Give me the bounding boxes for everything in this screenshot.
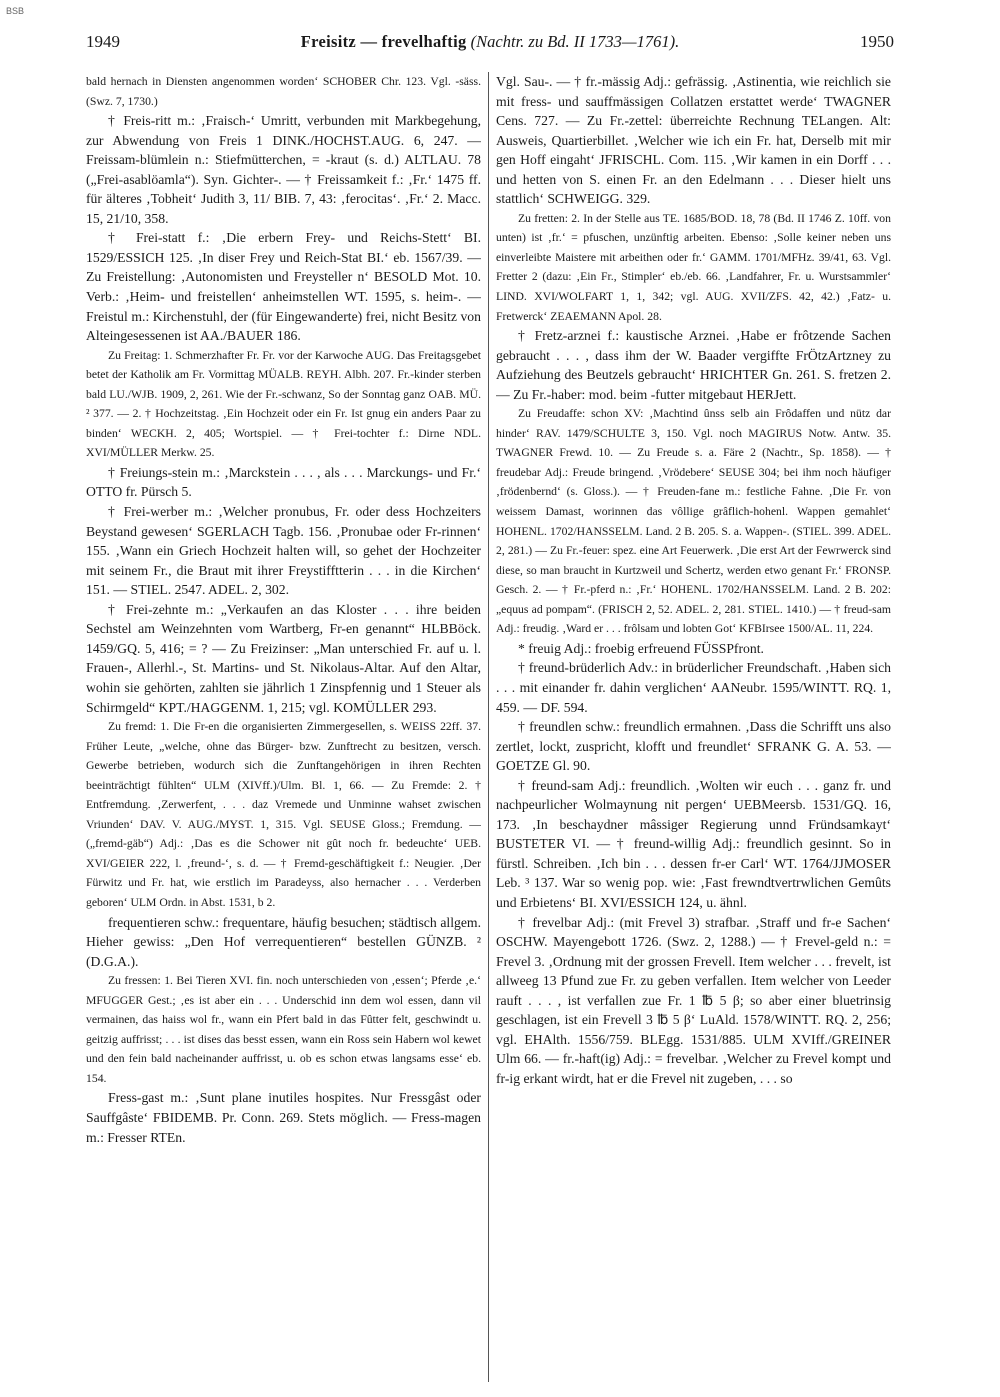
dictionary-entry: † Frei-statt f.: ‚Die erbern Frey- und Reichs-Stett‘ BI. 1529/ESSICH 125. ‚In diser Frey und Reich-Stat BI.‘ eb. 1567/39. — Zu Freistellung: ‚Autonomisten und Freysteller n‘ BESOLD Mot. 10. Verb.: ‚Heim- und freistellen‘ anheimstellen WT. 1595, s. heim-. — Freistul m.: Kirchenstuhl, der (für Eingewanderte) frei, nicht Besitz von Alteingesessenen ist AA./BAUER 186. [86,230,481,344]
dictionary-entry: Vgl. Sau-. — † fr.-mässig Adj.: gefrässig. ‚Astinentia, wie reichlich sie mit fress- und sauffmässigen Collatzen erstattet werde‘ TWAGNER Cens. 727. — Zu Fr.-zettel: überreichte Rechnung TELangen. Alt: Ausweis, Quartierbillet. ‚Welcher wie ich ein Fr. hat, Derselb mit mir gen Hoff eingaht‘ JFRISCHL. Com. 115. ‚Wir kamen in ein Dorff . . . und hetten von S. einen Fr. an den Edelmann . . . Dieser hielt uns stattlich‘ SCHWEIGG. 329. [496,74,891,207]
running-title-note: (Nachtr. zu Bd. II 1733—1761). [470,32,680,51]
right-column-entries [496,72,891,1088]
dictionary-entry: bald hernach in Diensten angenommen worden‘ SCHOBER Chr. 123. Vgl. -säss. (Swz. 7, 1730.) [86,75,481,108]
dictionary-entry: † Fretz-arznei f.: kaustische Arznei. ‚Habe er frôtzende Sachen gebraucht . . . , dass ihm der W. Baader vergiffte FrÖtzArtzney zu Aufziehung des Beutzels gebraucht‘ HRICHTER Gn. 261. S. fretzen 2. — Zu Fr.-haber: mod. beim -futter mitgebaut HERJett. [496,328,891,402]
dictionary-entry: frequentieren schw.: frequentare, häufig besuchen; städtisch allgem. Hieher gewiss: „Den Hof verrequentieren“ bestellen GÜNZB. ² (D.G.A.). [86,914,481,969]
dictionary-entry: Zu Freitag: 1. Schmerzhafter Fr. Fr. vor der Karwoche AUG. Das Freitagsgebet betet der Katholik am Fr. Vormittag MÜALB. REYH. Albh. 207. Fr.-kinder sterben bald LU./WJB. 1909, 2, 261. Wie der Fr.-schwanz, So der Sonntag ganz OAB. MÜ. ² 377. — 2. † Hochzeitstag. ‚Ein Hochzeit oder ein Fr. Ist gnug ein anders Paar zu binden‘ WECKH. 2, 405; Wortspiel. — † Frei-tochter f.: Dirne NDL. XVI/MÜLLER Merkw. 25. [86,348,481,460]
left-column [86,72,481,1382]
right-column [496,72,891,1382]
running-title-main: Freisitz — frevelhaftig [300,32,467,51]
page-header [86,30,894,56]
dictionary-entry: † freundlen schw.: freundlich ermahnen. ‚Dass die Schrifft uns also zertlet, lockt, zuspricht, klofft und freundlet‘ SFRANK G. A. 53. — GOETZE Gl. 90. [496,719,891,774]
dictionary-entry: † Frei-zehnte m.: „Verkaufen an das Kloster . . . ihre beiden Sechstel am Weinzehnten vom Wartberg, Fr-en genannt“ HLBBöck. 1459/GQ. 5, 416; = ? — Zu Freizinser: „Man unterschied Fr. auf u. l. Frauen-, Allerhl.-, St. Martins- und St. Nikolaus-Altar. Auf den Altar, wohin sie gehörten, zahlten sie jährlich 1 Zinspfennig und 1 Steuer als Schirmgeld“ KPT./HAGGENM. 1, 215; vgl. KOMÜLLER 293. [86,601,481,715]
dictionary-entry: Zu fremd: 1. Die Fr-en die organisierten Zimmergesellen, s. WEISS 22ff. 37. Früher Leute, „welche, ohne das Bürger- bzw. Zunftrecht zu besitzen, versch. Gewerbe betrieben, wodurch sich die Zunftangehörigen in ihren Rechten beeinträchtigt fühlten“ ULM (XIVff.)/Ulm. Bl. 1, 66. — Zu Fremde: 2. † Entfremdung. ‚Zerwerfent, . . . daz Vremede und Unminne wahset zwischen Vriunden‘ DAV. V. AUG./MYST. 1, 315. Vgl. SEUSE Gloss.; Fremdung. — („fremd-gäb“) Adj.: ‚Das es die Schower nit gût noch fr. bedeuchte‘ UEB. XVI/GEIER 222, l. ‚freund-‘, s. d. — † Fremd-geschäftigkeit f.: Neugier. ‚Der Fürwitz und Fr. hat, wie erstlich im Paradeyss, also hernacher . . . Verderben geboren‘ ULM Ordn. in Abst. 1531, b 2. [86,720,481,909]
dictionary-entry: Zu fretten: 2. In der Stelle aus TE. 1685/BOD. 18, 78 (Bd. II 1746 Z. 10ff. von unten) ist ‚fr.‘ = pfuschen, unzünftig arbeiten. Ebenso: ‚Solle keiner neben uns einverleibte Maistere mit arbeithen oder fr.‘ GAMM. 1701/MFHz. 39/41, 63. Vgl. Fretter 2 (dazu: ‚Ein Fr., Stimpler‘ eb./eb. 66. ‚Landfahrer, Fr. u. Wurstsammler‘ LIND. XVI/WOLFART 1, 1, 342; vgl. AUG. XVII/ZFS. 42, 42.) ‚Fatz- u. Fretwerck‘ ZEAEMANN Apol. 28. [496,211,891,323]
dictionary-entry: † Freiungs-stein m.: ‚Marckstein . . . , als . . . Marckungs- und Fr.‘ OTTO fr. Pürsch 5. [86,464,481,500]
running-title [86,32,894,52]
dictionary-entry: Fress-gast m.: ‚Sunt plane inutiles hospites. Nur Fressgâst oder Sauffgâste‘ FBIDEMB. Pr. Conn. 269. Stets möglich. — Fress-magen m.: Fresser RTEn. [86,1090,481,1145]
dictionary-entry: † Freis-ritt m.: ‚Fraisch-‘ Umritt, verbunden mit Markbegehung, zur Abwendung von Freis 1 DINK./HOCHST.AUG. 6, 247. — Freissam-blümlein n.: Stiefmütterchen, = -kraut (s. d.) ALTLAU. 78 („Frei-asablöamla“). Syn. Gichter-. — † Freissamkeit f.: ‚Fr.‘ 1475 ff. für älteres ‚Tobheit‘ Judith 3, 11/ BIB. 7, 43: ‚ferocitas‘. ‚Fr.‘ 2. Macc. 15, 21/10, 358. [86,113,481,226]
left-page-number: 1949 [86,32,120,51]
dictionary-entry: † Frei-werber m.: ‚Welcher pronubus, Fr. oder dess Hochzeiters Beystand gewesen‘ SGERLACH Tagb. 156. ‚Pronubae oder Fr-rinnen‘ 155. ‚Wann ein Griech Hochzeit halten will, so gehet der Hochzeiter mit seinem Fr., die Braut mit ihrer Freystifftterin . . . in die Kirchen‘ 151. — STIEL. 2547. ADEL. 2, 302. [86,504,481,598]
left-column-entries [86,72,481,1147]
dictionary-entry: † frevelbar Adj.: (mit Frevel 3) strafbar. ‚Straff und fr-e Sachen‘ OSCHW. Mayengebott 1726. (Swz. 2, 1288.) — † Frevel-geld n.: = Frevel 3. ‚Ordnung mit der grossen Frevell. Item welcher . . . frevelt, ist allweeg 13 Pfund zue Fr. zu geben verfallen. Item welcher von Leeder rauft . . . , ist verfallen zue Fr. 1 ℔ 5 β; so aber einer bluetrinsig geschlagen, ist ein Frevell 3 ℔ 5 β‘ LuAld. 1578/WINTT. RQ. 2, 256; vgl. EHAlth. 1556/759. BLEgg. 1531/885. ULM XVIff./GREINER Ulm 66. — fr.-haft(ig) Adj.: = frevelbar. ‚Welcher zu Frevel kompt und fr-ig erkant wirdt, hat er die Frevel nit zugeben, . . . so [496,914,891,1086]
dictionary-entry: † freund-brüderlich Adv.: in brüderlicher Freundschaft. ‚Haben sich . . . mit einander fr. dahin verglichen‘ AANeubr. 1595/WINTT. RQ. 1, 459. — DF. 594. [496,660,891,715]
right-page-number: 1950 [860,32,894,51]
dictionary-entry: Zu fressen: 1. Bei Tieren XVI. fin. noch unterschieden von ‚essen‘; Pferde ‚e.‘ MFUGGER Gest.; ‚es ist aber ein . . . Underschid inn dem wol essen, dann vil vermainen, das haiss wol fr., wann ein Pfert bald in das Fûtter felt, geschwindt u. geitzig auffrisst; . . . ist dises das besst essen, wann ein Ross sein Habern wol kewet und den fein bald nacheinander auffrisst, u. ob es schon etwas langsams esse‘ eb. 154. [86,974,481,1085]
column-divider [488,72,489,1382]
dictionary-entry: Zu Freudaffe: schon XV: ‚Machtind ûnss selb ain Frôdaffen und nütz dar hinder‘ RAV. 1479/SCHULTE 3, 150. Vgl. noch MAGIRUS Notw. Antw. 35. TWAGNER Frewd. 10. — Zu Freude s. a. Färe 2 (Nachtr., Sp. 1858). — † freudebar Adj.: Freude bringend. ‚Vrödebere‘ SEUSE 304; bei ihm noch häufiger ‚frödenbernd‘ (s. Gloss.). — † Freuden-fane m.: festliche Fahne. ‚Die Fr. von weissem Damast, worinnen das vôllige grâflich-hohenl. Wappen gemahlet‘ HOHENL. 1702/HANSSELM. Land. 2 B. 205. S. a. Wappen-. (STIEL. 399. ADEL. 2, 281.) — Zu Fr.-feuer: spez. eine Art Feuerwerk. ‚Die erst Art der Fewrwerck sind diese, so man braucht in Kurtzweil und Schertz, werden etwo genant Fr.‘ FRONSP. Gesch. 2. — † Fr.-pferd n.: ‚Fr.‘ HOHENL. 1702/HANSSELM. Land. 2 B. 202: „equus ad pompam“. (FRISCH 2, 52. ADEL. 2, 281. STIEL. 1410.) — † freud-sam Adj.: freudig. ‚Ward er . . . frôlsam und lobten Got‘ KFBIrsee 1500/AL. 11, 224. [496,407,891,636]
dictionary-entry: † freund-sam Adj.: freundlich. ‚Wolten wir euch . . . ganz fr. und nachpeurlicher Wolmaynung nit pergen‘ UEBMeersb. 1531/GQ. 16, 173. ‚In beschaydner mâssiger Regierung unnd Fründsamkayt‘ BUSTETER VI. — † freund-willig Adj.: freundlich gesinnt. So in fürstl. Schreiben. ‚Ich bin . . . dessen fr-er Carl‘ WT. 1764/JJMOSER Leb. ³ 137. War so wenig pop. wie: ‚Fast frewndtvertrwlichen Gemûts und Erbietens‘ BI. XVI/ESSICH 124, u. ähnl. [496,777,891,910]
library-watermark: BSB [6,6,25,16]
dictionary-entry: * freuig Adj.: froebig erfreuend FÜSSPfront. [518,640,764,656]
